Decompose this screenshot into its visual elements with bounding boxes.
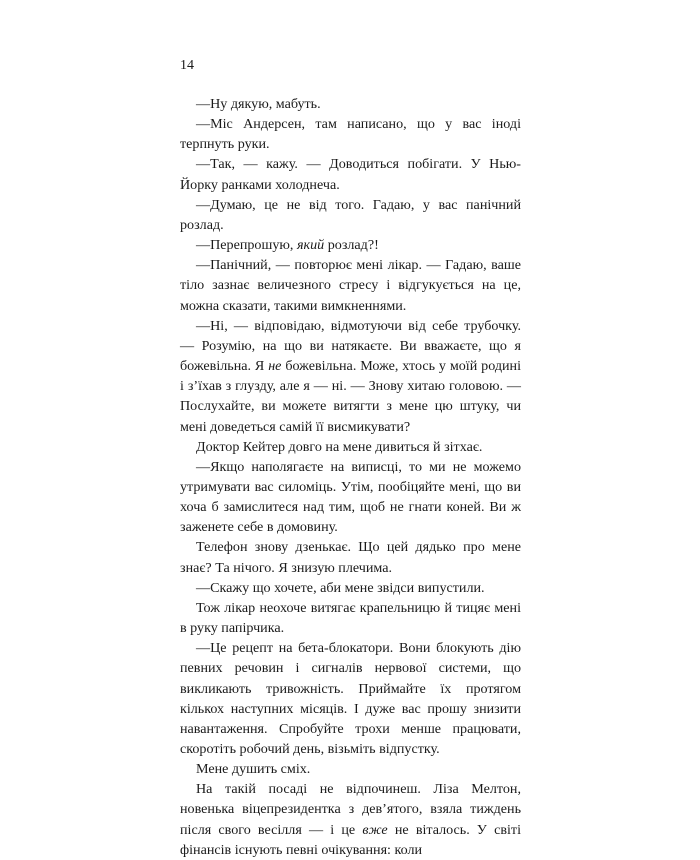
paragraph xyxy=(180,759,521,779)
paragraph xyxy=(180,457,521,538)
paragraph xyxy=(180,255,521,315)
paragraph xyxy=(180,114,521,154)
text-run: не віталось. У світі фінансів існують певні очікування: коли xyxy=(180,821,521,858)
text-run: розлад?! xyxy=(324,237,379,254)
text-run: —Панічний, — повторює мені лікар. — Гадаю, ваше тіло зазнає величезного стресу і відгукується на це, можна сказати, такими вимкненнями. xyxy=(180,257,521,314)
text-run: —Якщо наполягаєте на виписці, то ми не можемо утримувати вас силоміць. Утім, пообіцяйте мені, що ви хоча б замислитеся над тим, щоб не гнати коней. Ви ж заженете себе в домовину. xyxy=(180,458,521,536)
paragraph xyxy=(180,638,521,759)
text-run: —Це рецепт на бета-блокатори. Вони блокують дію певних речовин і сигналів нервової системи, що викликають тривожність. Приймайте їх протягом кількох наступних місяців. І дуже вас прошу знизити навантаження. Спробуйте трохи менше працювати, скоротіть робочий день, візьміть відпустку. xyxy=(180,640,521,757)
paragraph xyxy=(180,316,521,437)
text-run: —Міс Андерсен, там написано, що у вас іноді терпнуть руки. xyxy=(180,116,521,153)
paragraph xyxy=(180,537,521,577)
paragraph xyxy=(180,235,521,255)
text-run: Тож лікар неохоче витягає крапельницю й тицяє мені в руку папірчика. xyxy=(180,599,521,637)
text-run: Телефон знову дзенькає. Що цей дядько про мене знає? Та нічого. Я знизую плечима. xyxy=(180,539,521,576)
text-run: —Думаю, це не від того. Гадаю, у вас панічний розлад. xyxy=(180,196,521,233)
paragraph xyxy=(180,598,521,638)
text-run: Мене душить сміх. xyxy=(196,761,311,778)
paragraph xyxy=(180,195,521,235)
text-run: —Скажу що хочете, аби мене звідси випустили. xyxy=(196,579,485,596)
text-run: —Перепрошую, xyxy=(196,237,297,254)
paragraph xyxy=(180,94,521,114)
paragraph xyxy=(180,779,521,860)
emphasis-text: вже xyxy=(362,821,388,838)
page-number: 14 xyxy=(180,58,194,73)
paragraph xyxy=(180,154,521,194)
text-run: Доктор Кейтер довго на мене дивиться й зітхає. xyxy=(196,438,483,455)
paragraph xyxy=(180,437,521,457)
text-run: —Ну дякую, мабуть. xyxy=(196,96,321,112)
text-run: —Так, — кажу. — Доводиться побігати. У Нью-Йорку ранками холоднеча. xyxy=(180,156,521,193)
emphasis-text: який xyxy=(296,237,325,254)
paragraph xyxy=(180,578,521,598)
text-run: божевільна. Може, хтось у моїй родині і з’їхав з глузду, але я — ні. — Знову хитаю головою. — Послухайте, ви можете витягти з мене цю штуку, чи мені доведеться самій її висмикувати? xyxy=(180,358,521,435)
text-run: На такій посаді не відпочинеш. Ліза Мелтон, новенька віцепрезидентка з дев’ятого, взяла тиждень після свого весілля — і це xyxy=(180,781,521,838)
emphasis-text: не xyxy=(268,358,282,375)
text-run: —Ні, — відповідаю, відмотуючи від себе трубочку. — Розумію, на що ви натякаєте. Ви вважаєте, що я божевільна. Я xyxy=(180,317,521,375)
body-text xyxy=(180,94,521,860)
